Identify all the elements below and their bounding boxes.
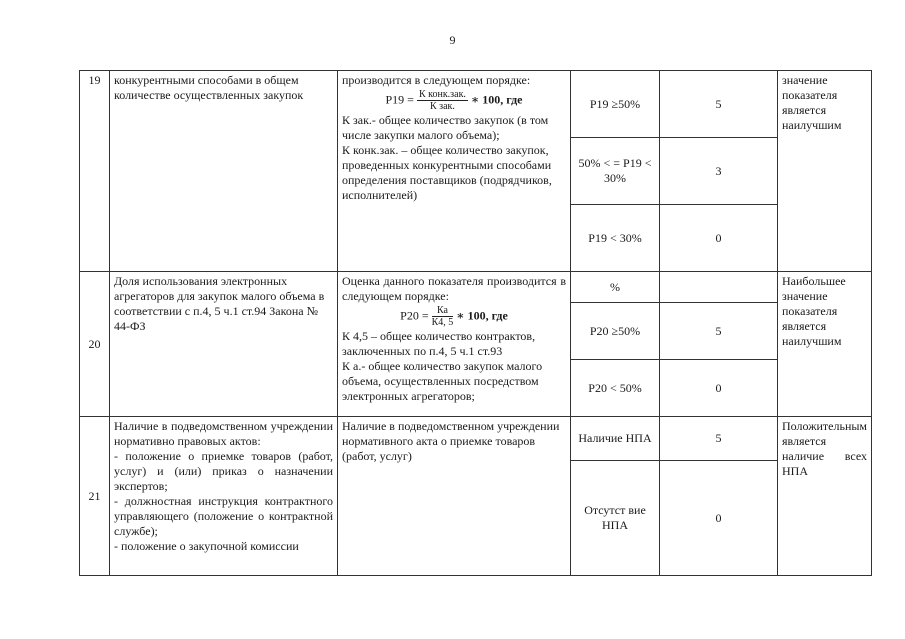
formula-rhs: ∗ 100, где (470, 92, 523, 107)
criterion-score: 3 (660, 138, 778, 205)
definition: К а.- общее количество закупок малого объема, осуществленных посредством электронных агрегаторов; (342, 359, 543, 403)
unit-cell: % (571, 272, 660, 303)
formula-numerator: К конк.зак. (418, 89, 466, 100)
criterion-condition: P20 ≥50% (571, 303, 660, 360)
indicator-name: Доля использования электронных агрегаторов для закупок малого объема в соответствии с п.4, 5 ч.1 ст.94 Закона № 44-ФЗ (110, 272, 338, 417)
table-row (80, 272, 872, 303)
row-number: 19 (80, 71, 110, 272)
criterion-condition: 50% < = P19 < 30% (571, 138, 660, 205)
formula-numerator: Ка (432, 305, 454, 317)
criterion-condition: P20 < 50% (571, 360, 660, 417)
criterion-condition: Отсутст вие НПА (571, 461, 660, 576)
formula-denominator: К зак. (429, 101, 455, 112)
criterion-score: 5 (660, 303, 778, 360)
row-number: 21 (80, 417, 110, 576)
definition: К 4,5 – общее количество контрактов, заключенных по п.4, 5 ч.1 ст.93 (342, 329, 536, 358)
calc-method (338, 272, 571, 417)
row-number: 20 (80, 272, 110, 417)
criterion-score: 0 (660, 461, 778, 576)
indicator-note: Наибольшее значение показателя является наилучшим (778, 272, 872, 417)
indicator-note: значение показателя является наилучшим (778, 71, 872, 272)
definition: К зак.- общее количество закупок (в том числе закупки малого объема); (342, 113, 549, 142)
page-number: 9 (449, 33, 456, 47)
criterion-condition: Наличие НПА (571, 417, 660, 461)
criterion-score: 5 (660, 71, 778, 138)
criterion-score: 5 (660, 417, 778, 461)
table-row (80, 71, 872, 138)
criterion-condition: P19 ≥50% (571, 71, 660, 138)
indicator-name: Наличие в подведомственном учреждении нормативно правовых актов: - положение о приемке товаров (работ, услуг) и (или) приказ о назначении экспертов; - должностная инструкция контрактного управляющего (положение о контрактной службе); - положение о закупочной комиссии (110, 417, 338, 576)
indicator-note: Положительным является наличие всех НПА (778, 417, 872, 576)
formula (342, 305, 566, 328)
criterion-score: 0 (660, 360, 778, 417)
criterion-score: 0 (660, 205, 778, 272)
method-intro: Оценка данного показателя производится в следующем порядке: (342, 274, 566, 303)
formula-fraction (417, 89, 468, 112)
formula-lhs: P19 = (385, 92, 414, 107)
indicator-name: конкурентными способами в общем количестве осуществленных закупок (110, 71, 338, 272)
criterion-condition: P19 < 30% (571, 205, 660, 272)
method-intro: производится в следующем порядке: (342, 73, 531, 87)
formula-denominator: К4, 5 (431, 317, 454, 328)
definition: К конк.зак. – общее количество закупок, проведенных конкурентными способами определения поставщиков (подрядчиков, исполнителей) (342, 143, 552, 202)
empty-cell (660, 272, 778, 303)
calc-method: Наличие в подведомственном учреждении нормативного акта о приемке товаров (работ, услуг) (338, 417, 571, 576)
table-row (80, 417, 872, 461)
formula-fraction (432, 305, 454, 328)
formula-rhs: ∗ 100, где (456, 308, 508, 323)
formula (342, 89, 566, 112)
formula-lhs: P20 = (400, 308, 429, 323)
calc-method (338, 71, 571, 272)
indicators-table (79, 70, 872, 576)
